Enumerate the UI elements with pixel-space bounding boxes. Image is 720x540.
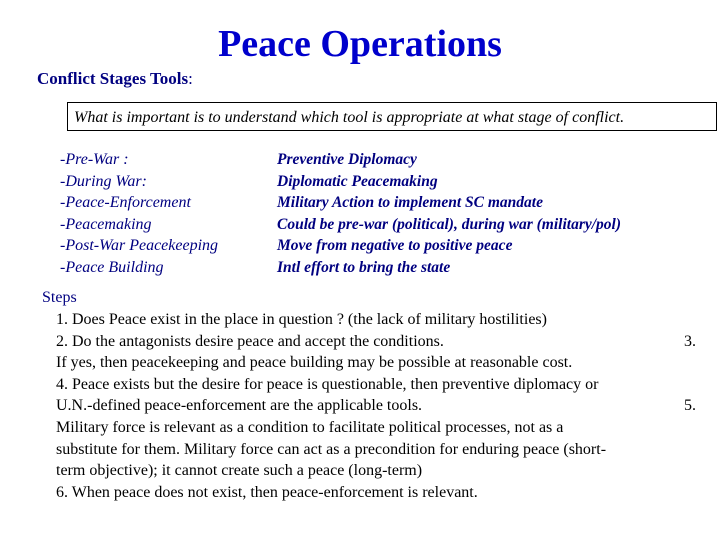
stages-list bbox=[60, 149, 218, 279]
stage-item: -Pre-War : bbox=[60, 151, 129, 168]
steps-line: If yes, then peacekeeping and peace building may be possible at reasonable cost. bbox=[56, 354, 573, 372]
steps-body bbox=[56, 309, 696, 503]
stage-item: -Peacemaking bbox=[60, 215, 152, 233]
steps-line-text: 2. Do the antagonists desire peace and accept the conditions. bbox=[56, 332, 444, 350]
stage-item: -Post-War Peacekeeping bbox=[60, 237, 219, 255]
steps-line: term objective); it cannot create such a peace (long-term) bbox=[56, 462, 423, 480]
steps-line bbox=[56, 395, 696, 417]
subtitle-colon: : bbox=[188, 69, 193, 88]
steps-line: 4. Peace exists but the desire for peace is questionable, then preventive diplomacy or bbox=[56, 375, 599, 393]
tool-item: Move from negative to positive peace bbox=[277, 237, 513, 255]
steps-line-number: 3. bbox=[684, 332, 696, 350]
steps-line-text: U.N.-defined peace-enforcement are the applicable tools. bbox=[56, 397, 423, 415]
tool-item: Diplomatic Peacemaking bbox=[277, 172, 438, 190]
tool-item: Could be pre-war (political), during war (military/pol) bbox=[277, 215, 622, 233]
tool-item: Intl effort to bring the state bbox=[277, 258, 451, 276]
highlight-box: What is important is to understand which tool is appropriate at what stage of conflict. bbox=[67, 102, 717, 131]
stage-item: -Peace-Enforcement bbox=[60, 194, 191, 212]
steps-line: 1. Does Peace exist in the place in question ? (the lack of military hostilities) bbox=[56, 311, 547, 328]
stage-item: -Peace Building bbox=[60, 258, 164, 276]
section-subtitle bbox=[37, 68, 193, 90]
steps-heading: Steps bbox=[42, 289, 77, 306]
steps-line: Military force is relevant as a condition to facilitate political processes, not as a bbox=[56, 418, 564, 436]
steps-line: substitute for them. Military force can act as a precondition for enduring peace (short- bbox=[56, 440, 607, 458]
stage-item: -During War: bbox=[60, 172, 147, 190]
steps-line bbox=[56, 331, 696, 353]
subtitle-label: Conflict Stages Tools bbox=[37, 69, 189, 88]
tool-item: Military Action to implement SC mandate bbox=[277, 194, 543, 212]
tools-list bbox=[277, 149, 621, 279]
page-title: Peace Operations bbox=[218, 23, 502, 65]
steps-line: 6. When peace does not exist, then peace-enforcement is relevant. bbox=[56, 483, 478, 501]
steps-line-number: 5. bbox=[684, 397, 696, 415]
tool-item: Preventive Diplomacy bbox=[277, 151, 417, 168]
